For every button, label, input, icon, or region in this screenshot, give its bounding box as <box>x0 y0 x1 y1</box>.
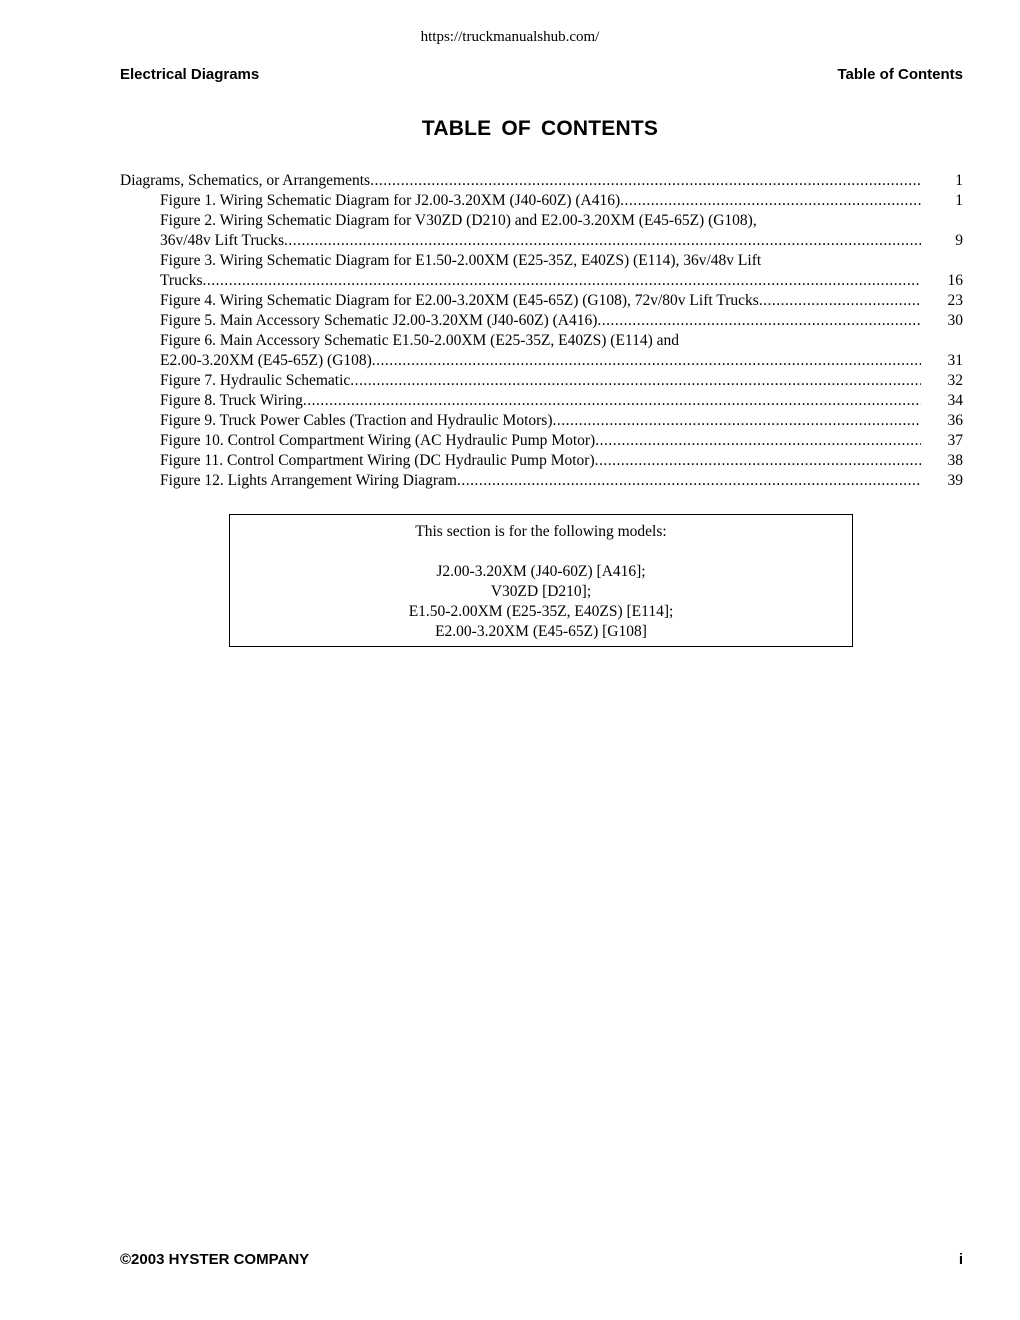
toc-entry[interactable] <box>120 371 963 391</box>
toc-entry-text: Figure 8. Truck Wiring <box>160 392 303 409</box>
toc-entry[interactable] <box>120 311 963 331</box>
toc-entry-title <box>160 251 921 291</box>
toc-entry-title-line: Figure 3. Wiring Schematic Diagram for E1.50-2.00XM (E25-35Z, E40ZS) (E114), 36v/48v Lift <box>160 252 762 269</box>
models-intro: This section is for the following models: <box>415 523 667 540</box>
dot-leader <box>597 311 921 331</box>
dot-leader <box>595 431 921 451</box>
dot-leader <box>759 291 921 311</box>
toc-entry-title <box>160 411 921 431</box>
toc-entry[interactable] <box>120 331 963 371</box>
toc-entry[interactable] <box>120 251 963 291</box>
dot-leader <box>370 171 921 191</box>
toc-entry-text: Figure 7. Hydraulic Schematic <box>160 372 351 389</box>
toc-entry-text: Trucks <box>160 272 203 289</box>
dot-leader <box>203 271 922 291</box>
toc-entry-page: 1 <box>955 172 963 189</box>
dot-leader <box>350 371 921 391</box>
toc-entry[interactable] <box>120 451 963 471</box>
toc-entry-title <box>160 391 921 411</box>
dot-leader <box>284 231 921 251</box>
model-line: V30ZD [D210]; <box>490 583 592 600</box>
toc-entry-page: 39 <box>947 472 963 489</box>
toc-entry-page: 37 <box>947 432 963 449</box>
running-header-section: Electrical Diagrams <box>120 66 260 83</box>
toc-entry-title <box>160 191 921 211</box>
toc-entry-text: Figure 9. Truck Power Cables (Traction and Hydraulic Motors) <box>160 412 553 429</box>
page-title: TABLE OF CONTENTS <box>421 117 659 140</box>
toc-entry[interactable] <box>120 171 963 191</box>
toc-entry-title <box>120 171 921 191</box>
dot-leader <box>553 411 922 431</box>
running-header-chapter: Table of Contents <box>837 66 963 83</box>
dot-leader <box>372 351 921 371</box>
toc-entry-title-line: Figure 6. Main Accessory Schematic E1.50-2.00XM (E25-35Z, E40ZS) (E114) and <box>160 332 680 349</box>
toc-entry-text: Figure 4. Wiring Schematic Diagram for E2.00-3.20XM (E45-65Z) (G108), 72v/80v Lift Trucks <box>160 292 759 309</box>
toc-entry-page: 30 <box>947 312 963 329</box>
copyright-footer: ©2003 HYSTER COMPANY <box>120 1251 310 1268</box>
toc-entry-title <box>160 211 921 251</box>
toc-entry-title <box>160 471 921 491</box>
toc-entry-text: Diagrams, Schematics, or Arrangements <box>120 172 371 189</box>
model-line: E1.50-2.00XM (E25-35Z, E40ZS) [E114]; <box>408 603 674 620</box>
dot-leader <box>620 191 921 211</box>
toc-entry-page: 31 <box>947 352 963 369</box>
toc-entry-title <box>160 451 921 471</box>
table-of-contents <box>120 171 963 491</box>
toc-entry[interactable] <box>120 471 963 491</box>
model-line: E2.00-3.20XM (E45-65Z) [G108] <box>435 623 647 640</box>
toc-entry-title <box>160 431 921 451</box>
toc-entry-page: 1 <box>955 192 963 209</box>
toc-entry-title <box>160 331 921 371</box>
model-line: J2.00-3.20XM (J40-60Z) [A416]; <box>436 563 646 580</box>
toc-entry-page: 16 <box>947 272 963 289</box>
toc-entry-page: 9 <box>955 232 963 249</box>
toc-entry-text: E2.00-3.20XM (E45-65Z) (G108) <box>160 352 372 369</box>
toc-entry-title <box>160 371 921 391</box>
toc-entry-text: Figure 10. Control Compartment Wiring (AC Hydraulic Pump Motor) <box>160 432 596 449</box>
toc-entry-page: 36 <box>947 412 963 429</box>
toc-entry[interactable] <box>120 391 963 411</box>
toc-entry-text: 36v/48v Lift Trucks <box>160 232 285 249</box>
toc-entry-page: 34 <box>947 392 963 409</box>
dot-leader <box>303 391 921 411</box>
source-url: https://truckmanualshub.com/ <box>420 29 600 45</box>
toc-entry-page: 23 <box>947 292 963 309</box>
toc-entry[interactable] <box>120 291 963 311</box>
toc-entry-title <box>160 311 921 331</box>
page-number: i <box>958 1251 963 1268</box>
toc-entry-title-line: Figure 2. Wiring Schematic Diagram for V30ZD (D210) and E2.00-3.20XM (E45-65Z) (G108), <box>160 212 757 229</box>
toc-entry[interactable] <box>120 191 963 211</box>
toc-entry-text: Figure 1. Wiring Schematic Diagram for J2.00-3.20XM (J40-60Z) (A416) <box>160 192 621 209</box>
dot-leader <box>595 451 921 471</box>
toc-entry-text: Figure 5. Main Accessory Schematic J2.00-3.20XM (J40-60Z) (A416) <box>160 312 598 329</box>
toc-entry-text: Figure 12. Lights Arrangement Wiring Diagram <box>160 472 457 489</box>
toc-entry[interactable] <box>120 211 963 251</box>
models-list <box>230 562 852 642</box>
toc-entry-page: 32 <box>947 372 963 389</box>
models-box <box>229 514 853 647</box>
toc-entry-text: Figure 11. Control Compartment Wiring (DC Hydraulic Pump Motor) <box>160 452 595 469</box>
dot-leader <box>457 471 921 491</box>
toc-entry[interactable] <box>120 411 963 431</box>
toc-entry-title <box>160 291 921 311</box>
toc-entry-page: 38 <box>947 452 963 469</box>
toc-entry[interactable] <box>120 431 963 451</box>
